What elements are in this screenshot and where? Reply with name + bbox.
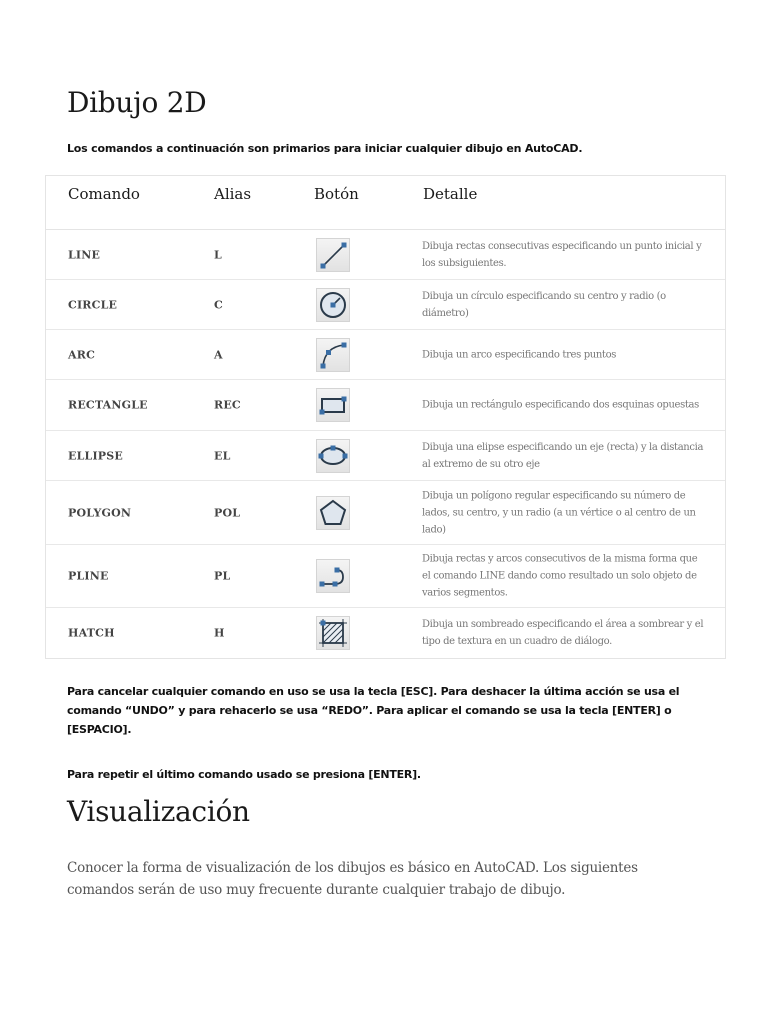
arc-icon[interactable] — [316, 338, 350, 372]
pline-icon[interactable] — [316, 559, 350, 593]
command-detail: Dibuja un círculo especificando su centro y radio (o diámetro) — [422, 290, 666, 319]
circle-icon[interactable] — [316, 288, 350, 322]
command-detail: Dibuja rectas y arcos consecutivos de la misma forma que el comando LINE dando como resultado un solo objeto de varios segmentos. — [422, 553, 698, 599]
command-alias: PL — [214, 569, 231, 583]
command-detail: Dibuja una elipse especificando un eje (recta) y la distancia al extremo de su otro eje — [422, 441, 704, 470]
command-name: RECTANGLE — [68, 398, 148, 412]
table-row — [46, 481, 725, 545]
header-alias: Alias — [214, 185, 252, 203]
header-button: Botón — [314, 185, 359, 203]
command-alias: A — [214, 348, 223, 361]
rectangle-icon[interactable] — [316, 388, 350, 422]
table-row — [46, 380, 725, 431]
line-icon[interactable] — [316, 238, 350, 272]
command-name: ARC — [68, 348, 96, 361]
command-name: CIRCLE — [68, 298, 118, 311]
table-row — [46, 608, 725, 658]
command-name: LINE — [68, 248, 101, 261]
section-title: Visualización — [67, 795, 250, 828]
command-alias: L — [214, 248, 222, 261]
cancel-undo-note: Para cancelar cualquier comando en uso se usa la tecla [ESC]. Para deshacer la última acción se usa el comando “UNDO” y para rehacerlo se usa “REDO”. Para aplicar el comando se usa la tecla [ENTER] o [ESPACIO]. — [67, 685, 680, 736]
table-row — [46, 545, 725, 608]
command-alias: REC — [214, 398, 241, 412]
hatch-icon[interactable] — [316, 616, 350, 650]
command-name: ELLIPSE — [68, 449, 123, 462]
command-alias: EL — [214, 449, 231, 462]
command-name: PLINE — [68, 569, 109, 583]
commands-table — [45, 175, 726, 659]
section-body: Conocer la forma de visualización de los dibujos es básico en AutoCAD. Los siguientes comandos serán de uso muy frecuente durante cualquier trabajo de dibujo. — [67, 860, 638, 898]
command-alias: POL — [214, 506, 241, 519]
table-header — [46, 176, 725, 230]
intro-text: Los comandos a continuación son primarios para iniciar cualquier dibujo en AutoCAD. — [67, 142, 583, 155]
table-row — [46, 230, 725, 280]
command-name: POLYGON — [68, 506, 132, 519]
repeat-note: Para repetir el último comando usado se presiona [ENTER]. — [67, 768, 421, 781]
command-detail: Dibuja un rectángulo especificando dos esquinas opuestas — [422, 399, 699, 411]
command-alias: H — [214, 626, 225, 640]
command-alias: C — [214, 298, 223, 311]
table-row — [46, 280, 725, 330]
command-detail: Dibuja rectas consecutivas especificando un punto inicial y los subsiguientes. — [422, 240, 702, 269]
table-row — [46, 431, 725, 481]
command-detail: Dibuja un sombreado especificando el área a sombrear y el tipo de textura en un cuadro de diálogo. — [422, 619, 704, 647]
command-detail: Dibuja un arco especificando tres puntos — [422, 349, 617, 360]
page-title: Dibujo 2D — [67, 86, 207, 119]
header-detail: Detalle — [423, 185, 478, 203]
table-row — [46, 330, 725, 380]
header-command: Comando — [68, 185, 140, 203]
polygon-icon[interactable] — [316, 496, 350, 530]
command-detail: Dibuja un polígono regular especificando su número de lados, su centro, y un radio (a un vértice o al centro de un lado) — [422, 490, 696, 535]
command-name: HATCH — [68, 626, 115, 640]
ellipse-icon[interactable] — [316, 439, 350, 473]
